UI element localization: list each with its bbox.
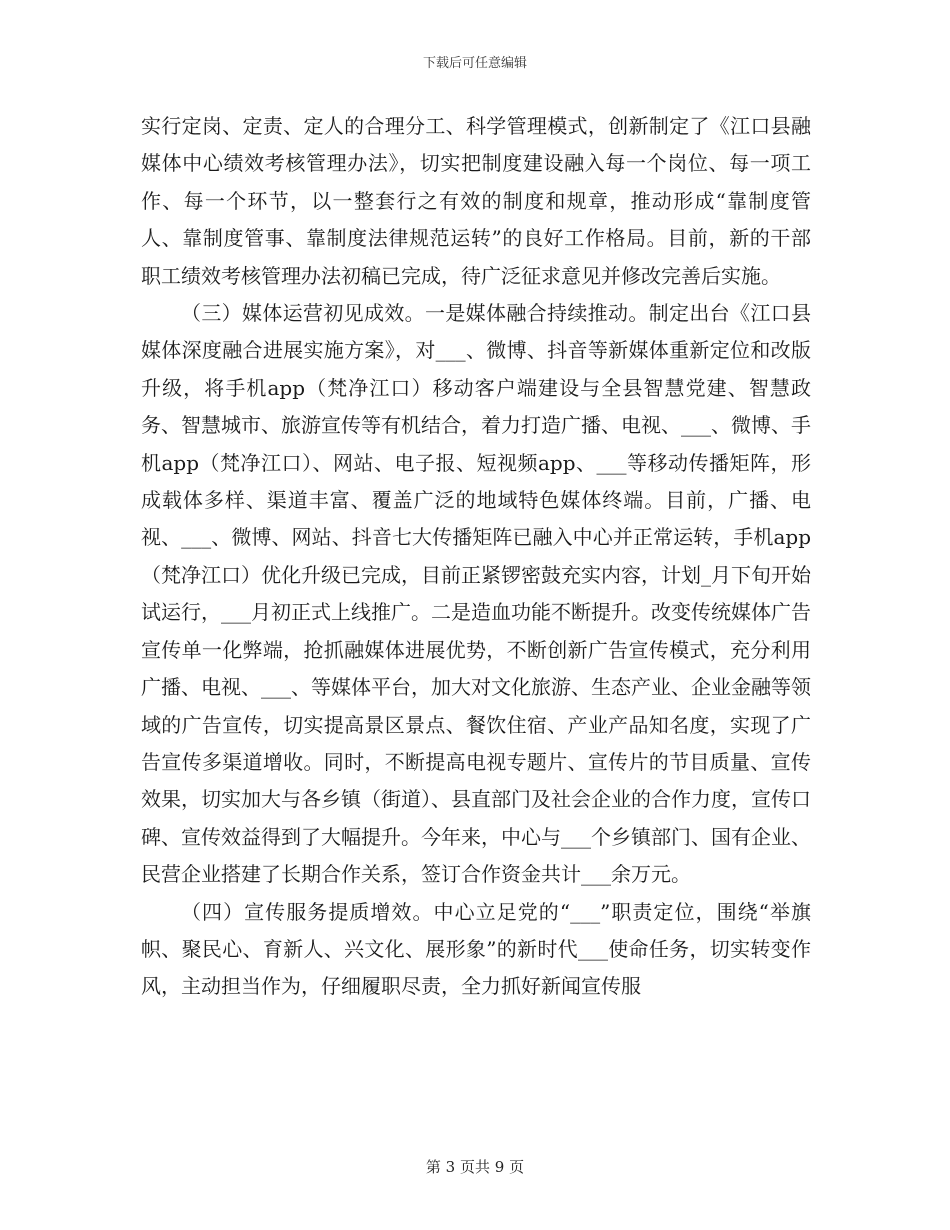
page-header-note: 下载后可任意编辑 [422, 56, 527, 71]
document-body [141, 108, 811, 1006]
paragraph-publicity-services: （四）宣传服务提质增效。中心立足党的“___”职责定位，围绕“举旗帜、聚民心、育新人、兴文化、展形象”的新时代___使命任务，切实转变作风，主动担当作为，仔细履职尽责，全力抓好新闻宣传服 [141, 899, 811, 999]
page-number: 第 3 页共 9 页 [425, 1158, 525, 1176]
paragraph-performance-system: 实行定岗、定责、定人的合理分工、科学管理模式，创新制定了《江口县融媒体中心绩效考核管理办法》，切实把制度建设融入每一个岗位、每一项工作、每一个环节，以一整套行之有效的制度和规章，推动形成“靠制度管人、靠制度管事、靠制度法律规范运转”的良好工作格局。目前，新的干部职工绩效考核管理办法初稿已完成，待广泛征求意见并修改完善后实施。 [141, 114, 811, 288]
paragraph-media-operations: （三）媒体运营初见成效。一是媒体融合持续推动。制定出台《江口县媒体深度融合进展实施方案》，对___、微博、抖音等新媒体重新定位和改版升级，将手机app（梵净江口）移动客户端建设与全县智慧党建、智慧政务、智慧城市、旅游宣传等有机结合，着力打造广播、电视、___、微博、手机app（梵净江口）、网站、电子报、短视频app、___等移动传播矩阵，形成载体多样、渠道丰富、覆盖广泛的地域特色媒体终端。目前，广播、电视、___、微博、网站、抖音七大传播矩阵已融入中心并正常运转，手机app（梵净江口）优化升级已完成，目前正紧锣密鼓充实内容，计划_月下旬开始试运行，___月初正式上线推广。二是造血功能不断提升。改变传统媒体广告宣传单一化弊端，抢抓融媒体进展优势，不断创新广告宣传模式，充分利用广播、电视、___、等媒体平台，加大对文化旅游、生态产业、企业金融等领域的广告宣传，切实提高景区景点、餐饮住宿、产业产品知名度，实现了广告宣传多渠道增收。同时，不断提高电视专题片、宣传片的节目质量、宣传效果，切实加大与各乡镇（街道）、县直部门及社会企业的合作力度，宣传口碑、宣传效益得到了大幅提升。今年来，中心与___个乡镇部门、国有企业、民营企业搭建了长期合作关系，签订合作资金共计___余万元。 [141, 301, 811, 887]
